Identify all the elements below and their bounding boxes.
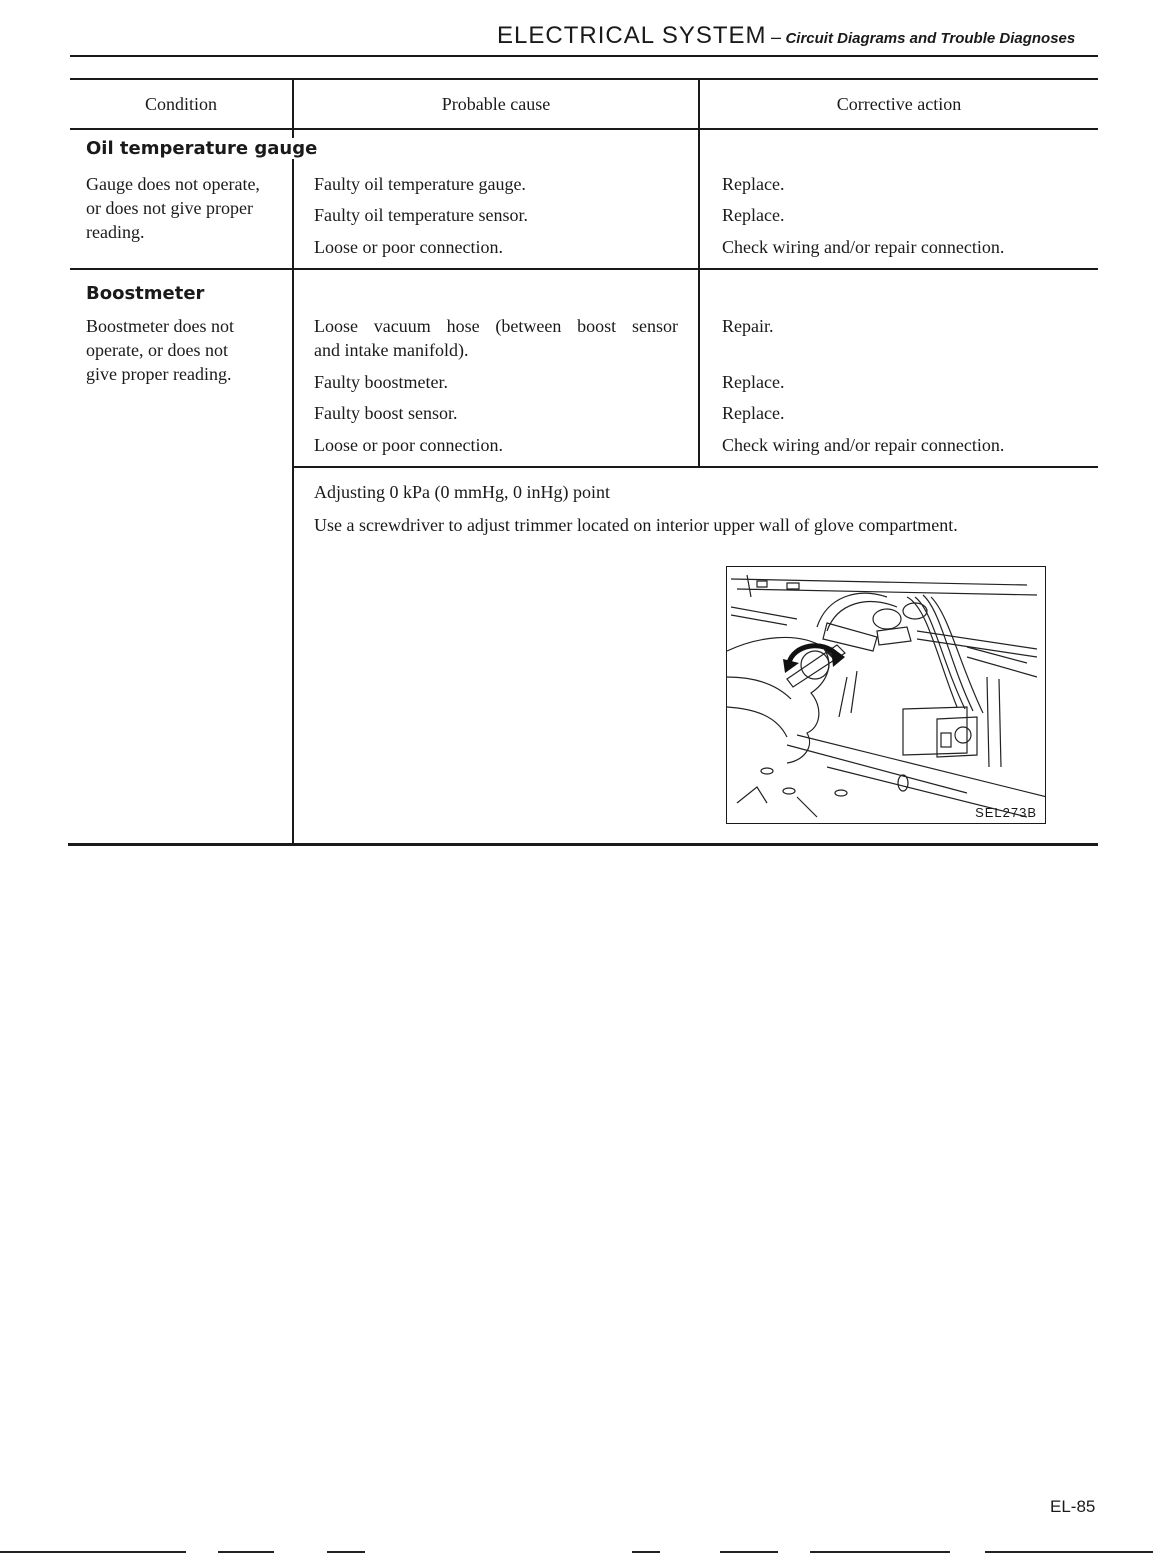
column-divider-2: [698, 130, 700, 466]
action-row: Replace.: [722, 205, 785, 225]
figure-screwdriver-trimmer: [726, 566, 1046, 824]
cause-row: Faulty oil temperature sensor.: [314, 205, 528, 225]
adjust-heading: Adjusting 0 kPa (0 mmHg, 0 inHg) point: [314, 482, 610, 502]
header-title: ELECTRICAL SYSTEM: [497, 22, 767, 49]
action-row: Replace.: [722, 403, 785, 423]
condition-line: operate, or does not: [86, 340, 228, 360]
cause-row: Faulty boost sensor.: [314, 403, 458, 423]
condition-line: give proper reading.: [86, 364, 232, 384]
table-top-rule: [70, 78, 1098, 80]
cause-row: Loose or poor connection.: [314, 237, 503, 257]
boost-table-rule: [292, 466, 1098, 468]
action-row: Replace.: [722, 372, 785, 392]
condition-line: Boostmeter does not: [86, 316, 234, 336]
header-subtitle: Circuit Diagrams and Trouble Diagnoses: [785, 30, 1076, 47]
condition-line: reading.: [86, 222, 145, 242]
adjust-body: Use a screwdriver to adjust trimmer located on interior upper wall of glove compartment.: [314, 515, 958, 535]
page-number: EL-85: [1050, 1497, 1096, 1516]
figure-code: SEL273B: [975, 805, 1037, 820]
column-header-cause: Probable cause: [441, 94, 551, 114]
page-header: [497, 22, 1075, 50]
page-edge-mark: [0, 1551, 186, 1553]
condition-oil-temperature: [86, 172, 260, 244]
condition-line: Gauge does not operate,: [86, 174, 260, 194]
header-rule: [70, 55, 1098, 57]
cause-row: [314, 314, 678, 362]
section-divider: [70, 268, 1098, 270]
cause-row: Loose or poor connection.: [314, 435, 503, 455]
action-row: Check wiring and/or repair connection.: [722, 237, 1005, 257]
page-edge-mark: [810, 1551, 950, 1553]
page-edge-mark: [985, 1551, 1153, 1553]
page-edge-mark: [720, 1551, 778, 1553]
section-title-boostmeter: Boostmeter: [86, 283, 205, 304]
table-bottom-rule: [68, 843, 1098, 846]
column-header-condition: Condition: [144, 94, 217, 114]
cause-row: Faulty oil temperature gauge.: [314, 174, 526, 194]
column-divider-1: [292, 80, 294, 844]
cause-line: Loose vacuum hose (between boost sensor: [314, 316, 678, 336]
action-row: Check wiring and/or repair connection.: [722, 435, 1005, 455]
action-row: Replace.: [722, 174, 785, 194]
action-row: Repair.: [722, 316, 774, 336]
cause-row: Faulty boostmeter.: [314, 372, 448, 392]
cause-line: and intake manifold).: [314, 340, 469, 360]
page-edge-mark: [218, 1551, 274, 1553]
page-edge-mark: [632, 1551, 660, 1553]
table-head-rule: [70, 128, 1098, 130]
condition-boostmeter: [86, 314, 234, 386]
column-header-action: Corrective action: [836, 94, 962, 114]
condition-line: or does not give proper: [86, 198, 253, 218]
screwdriver-adjusting-trimmer-illustration-icon: [727, 567, 1045, 823]
section-title-oil-temperature: Oil temperature gauge: [86, 138, 318, 159]
header-separator: –: [770, 27, 781, 47]
page-edge-mark: [327, 1551, 365, 1553]
